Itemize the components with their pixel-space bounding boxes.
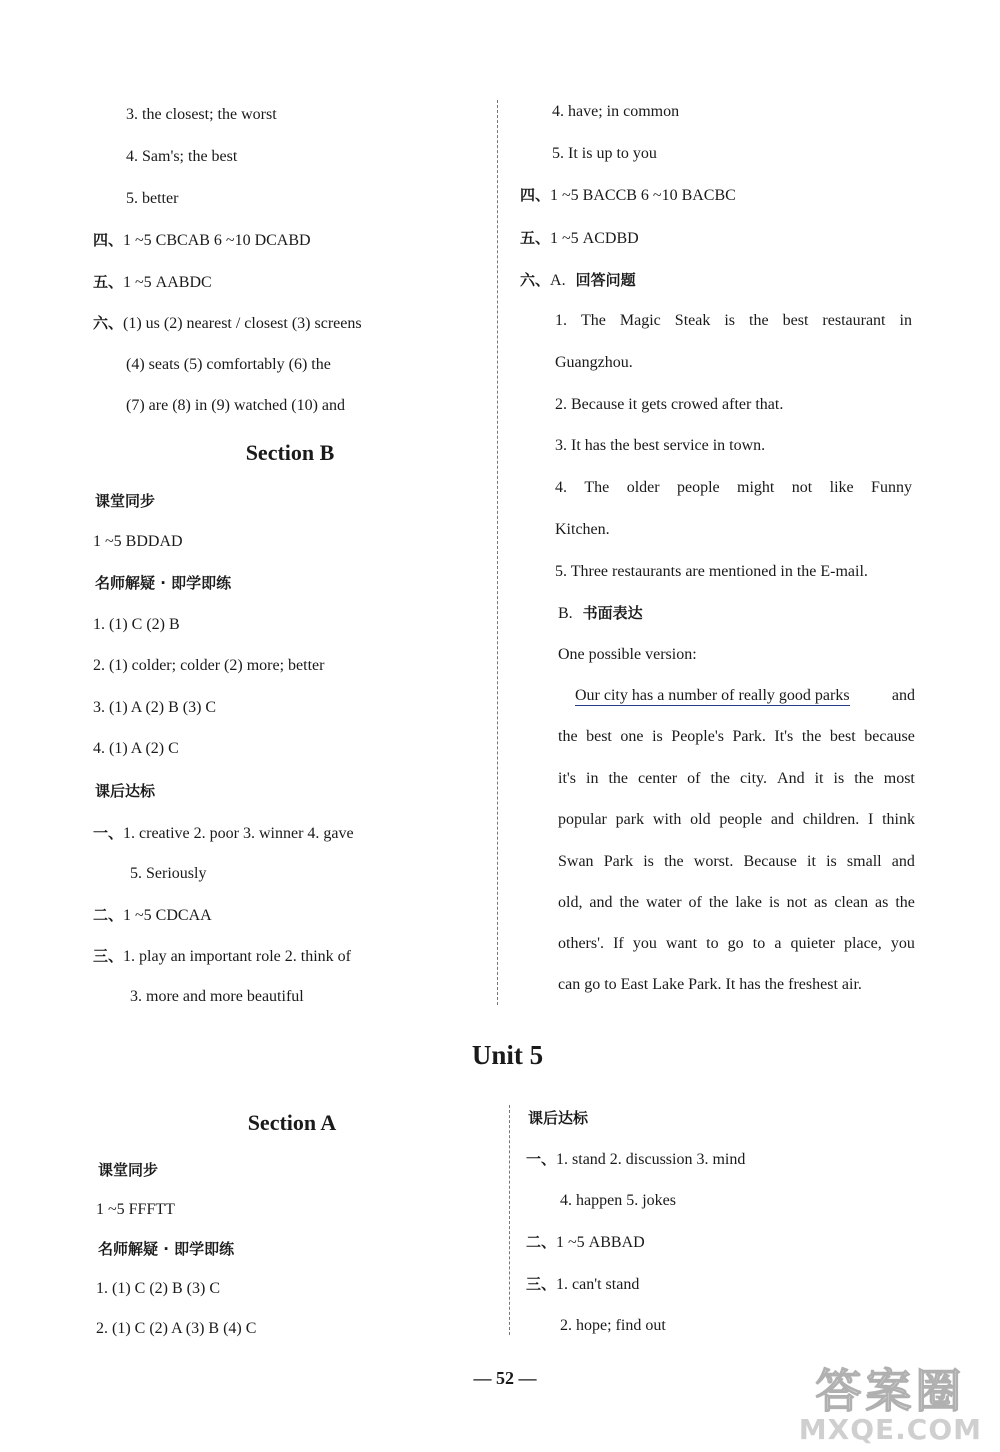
- answer-line: 1 ~5 BDDAD: [93, 533, 183, 550]
- essay-line: [558, 852, 915, 872]
- part-heading: 回答问题: [575, 271, 636, 289]
- word: restaurant: [822, 312, 886, 329]
- answer-text: 1. creative 2. poor 3. winner 4. gave: [123, 825, 354, 842]
- word: Funny: [871, 479, 912, 496]
- answer-line: [526, 1274, 639, 1295]
- answer-line: [93, 230, 311, 251]
- answer-line: 5. It is up to you: [552, 145, 657, 162]
- word: Steak: [674, 312, 711, 329]
- word: place,: [844, 935, 882, 952]
- answer-line: [93, 905, 212, 926]
- word: best: [586, 728, 612, 745]
- word: And: [777, 770, 805, 787]
- word: the: [801, 728, 822, 745]
- answer-line: [93, 313, 463, 334]
- unit-title: Unit 5: [471, 1040, 544, 1070]
- watermark-logo: [799, 1355, 982, 1446]
- answer-line: 3. more and more beautiful: [130, 988, 304, 1005]
- answer-line: [555, 478, 912, 498]
- answer-line: 2. Because it gets crowed after that.: [555, 396, 784, 413]
- word: The: [581, 312, 606, 329]
- essay-line: [558, 934, 915, 954]
- word: in: [586, 770, 599, 787]
- answer-line: [93, 272, 212, 293]
- answer-line: 2. hope; find out: [560, 1317, 666, 1334]
- word: lake: [735, 894, 762, 911]
- part-heading: 书面表达: [582, 604, 643, 622]
- word: best: [829, 728, 856, 745]
- subsection-heading: 名师解疑 · 即学即练: [95, 574, 232, 592]
- word: you: [890, 935, 915, 952]
- essay-line: [558, 769, 915, 789]
- answer-text: 1 ~5 ACDBD: [550, 230, 639, 247]
- word: People's: [671, 728, 724, 745]
- subsection-heading: 名师解疑 · 即学即练: [98, 1240, 235, 1258]
- word: as: [814, 894, 828, 911]
- answer-line: [520, 228, 639, 249]
- column-divider: [497, 100, 498, 1005]
- word: and: [770, 811, 794, 828]
- word: is: [768, 894, 780, 911]
- watermark-url: MXQE.COM: [798, 1413, 982, 1446]
- word: most: [883, 770, 915, 787]
- answer-line: 3. (1) A (2) B (3) C: [93, 699, 217, 716]
- word: center: [638, 770, 678, 787]
- answer-line: 5. better: [126, 190, 179, 207]
- answer-line: Kitchen.: [555, 521, 610, 538]
- essay-line: [558, 893, 915, 913]
- essay-line: [575, 686, 915, 706]
- answer-line: [526, 1232, 645, 1253]
- answer-text: 1 ~5 ABBAD: [556, 1234, 645, 1251]
- word: go: [727, 935, 744, 952]
- answer-line: 4. Sam's; the best: [126, 148, 238, 165]
- item-label: 二、: [526, 1233, 557, 1251]
- word: want: [665, 935, 698, 952]
- page-number: — 52 —: [473, 1368, 537, 1388]
- subsection-heading: 课后达标: [95, 782, 156, 800]
- word: 4.: [555, 479, 567, 496]
- item-label: 六、: [520, 271, 551, 289]
- word: the: [558, 728, 578, 745]
- item-label: 三、: [93, 947, 124, 965]
- word: old: [690, 811, 711, 828]
- word: is: [724, 312, 736, 329]
- answer-line: 4. (1) A (2) C: [93, 740, 179, 757]
- word: the: [608, 770, 629, 787]
- word: might: [737, 479, 775, 496]
- item-label: 六、: [93, 314, 124, 332]
- word: small: [846, 853, 882, 870]
- answer-line: 2. (1) colder; colder (2) more; better: [93, 657, 325, 674]
- word: is: [833, 770, 845, 787]
- column-divider: [509, 1105, 510, 1335]
- subsection-heading: 课堂同步: [98, 1161, 159, 1179]
- essay-line: can go to East Lake Park. It has the freshest air.: [558, 976, 862, 993]
- word: to: [706, 935, 719, 952]
- word: as: [875, 894, 889, 911]
- word: with: [652, 811, 682, 828]
- answer-line: (4) seats (5) comfortably (6) the: [126, 356, 331, 373]
- word: is: [643, 853, 654, 870]
- word: the: [854, 770, 874, 787]
- answer-line: 3. the closest; the worst: [126, 106, 277, 123]
- word: is: [826, 853, 837, 870]
- answer-line: [558, 603, 643, 624]
- part-label: B.: [558, 605, 573, 622]
- answer-text: 1. stand 2. discussion 3. mind: [556, 1151, 746, 1168]
- answer-text: 1 ~5 BACCB 6 ~10 BACBC: [550, 187, 736, 204]
- answer-text: 1 ~5 CDCAA: [123, 907, 212, 924]
- word: If: [613, 935, 624, 952]
- answer-line: 1. (1) C (2) B: [93, 616, 180, 633]
- word: one: [620, 728, 644, 745]
- word: the: [710, 770, 731, 787]
- item-label: 一、: [526, 1150, 557, 1168]
- answer-line: [520, 270, 636, 291]
- word: it: [814, 770, 824, 787]
- answer-line: (7) are (8) in (9) watched (10) and: [126, 397, 346, 414]
- word: children.: [802, 811, 860, 828]
- word: people: [676, 479, 720, 496]
- answer-line: 3. It has the best service in town.: [555, 437, 766, 454]
- answer-line: 5. Three restaurants are mentioned in the E-mail.: [555, 563, 868, 580]
- answer-line: 1. (1) C (2) B (3) C: [96, 1280, 220, 1297]
- word: not: [791, 479, 813, 496]
- answer-line: 4. happen 5. jokes: [560, 1192, 676, 1209]
- answer-text: 1 ~5 CBCAB 6 ~10 DCABD: [123, 232, 311, 249]
- word: older: [626, 479, 660, 496]
- word: to: [752, 935, 766, 952]
- word: best: [782, 312, 809, 329]
- watermark-text: 答案圈: [815, 1364, 966, 1418]
- word: is: [652, 728, 663, 745]
- item-label: 五、: [93, 273, 124, 291]
- answer-text: 1. can't stand: [556, 1276, 640, 1293]
- word: park: [615, 811, 645, 828]
- essay-intro: One possible version:: [558, 646, 697, 663]
- word: of: [688, 894, 702, 911]
- answer-text: 1. play an important role 2. think of: [123, 948, 351, 965]
- item-label: 二、: [93, 906, 124, 924]
- word: city.: [740, 770, 767, 787]
- word: in: [899, 312, 912, 329]
- word: worst.: [693, 853, 734, 870]
- word: it: [807, 853, 816, 870]
- word: old,: [558, 894, 583, 911]
- word: others'.: [558, 935, 604, 952]
- answer-line: 5. Seriously: [130, 865, 207, 882]
- word: people: [719, 811, 763, 828]
- word: 1.: [555, 312, 567, 329]
- word: and: [589, 894, 613, 911]
- answer-line: [93, 823, 354, 844]
- word: popular: [558, 811, 607, 828]
- answer-line: [93, 946, 351, 967]
- item-label: 四、: [93, 231, 124, 249]
- word: Swan: [558, 853, 594, 870]
- section-title: Section B: [245, 440, 335, 465]
- word: a: [774, 935, 782, 952]
- essay-line: [558, 727, 915, 747]
- section-title: Section A: [247, 1110, 337, 1135]
- word: It's: [774, 728, 794, 745]
- word: because: [864, 728, 915, 745]
- word: Park: [603, 853, 634, 870]
- word: quieter: [790, 935, 835, 952]
- item-label: 四、: [520, 186, 551, 204]
- word: Because: [743, 853, 797, 870]
- underlined-text: Our city has a number of really good parks: [575, 687, 850, 704]
- word: the: [708, 894, 729, 911]
- word: and: [891, 853, 915, 870]
- word: the: [664, 853, 684, 870]
- answer-line: [555, 311, 912, 331]
- word: it's: [558, 770, 576, 787]
- word: I: [867, 811, 874, 828]
- word: of: [687, 770, 701, 787]
- item-label: 一、: [93, 824, 124, 842]
- word: Park.: [732, 728, 766, 745]
- word: not: [786, 894, 808, 911]
- answer-line: [520, 185, 736, 206]
- word: think: [882, 811, 915, 828]
- answer-line: 4. have; in common: [552, 103, 680, 120]
- subsection-heading: 课堂同步: [95, 492, 156, 510]
- answer-line: 2. (1) C (2) A (3) B (4) C: [96, 1320, 257, 1337]
- word: like: [829, 479, 854, 496]
- answer-line: 1 ~5 FFFTT: [96, 1201, 175, 1218]
- word: the: [895, 894, 915, 911]
- word: the: [619, 894, 640, 911]
- essay-line: [558, 810, 915, 830]
- answer-line: Guangzhou.: [555, 354, 633, 371]
- essay-text: and: [891, 687, 915, 704]
- subsection-heading: 课后达标: [528, 1109, 589, 1127]
- answer-text: (1) us (2) nearest / closest (3) screens: [123, 315, 362, 332]
- answer-text: 1 ~5 AABDC: [123, 274, 212, 291]
- answer-line: [526, 1149, 745, 1170]
- word: clean: [834, 894, 869, 911]
- item-label: 五、: [520, 229, 551, 247]
- item-label: 三、: [526, 1275, 557, 1293]
- part-label: A.: [550, 272, 566, 289]
- word: you: [632, 935, 657, 952]
- word: Magic: [619, 312, 661, 329]
- word: The: [584, 479, 610, 496]
- word: water: [646, 894, 682, 911]
- word: the: [749, 312, 769, 329]
